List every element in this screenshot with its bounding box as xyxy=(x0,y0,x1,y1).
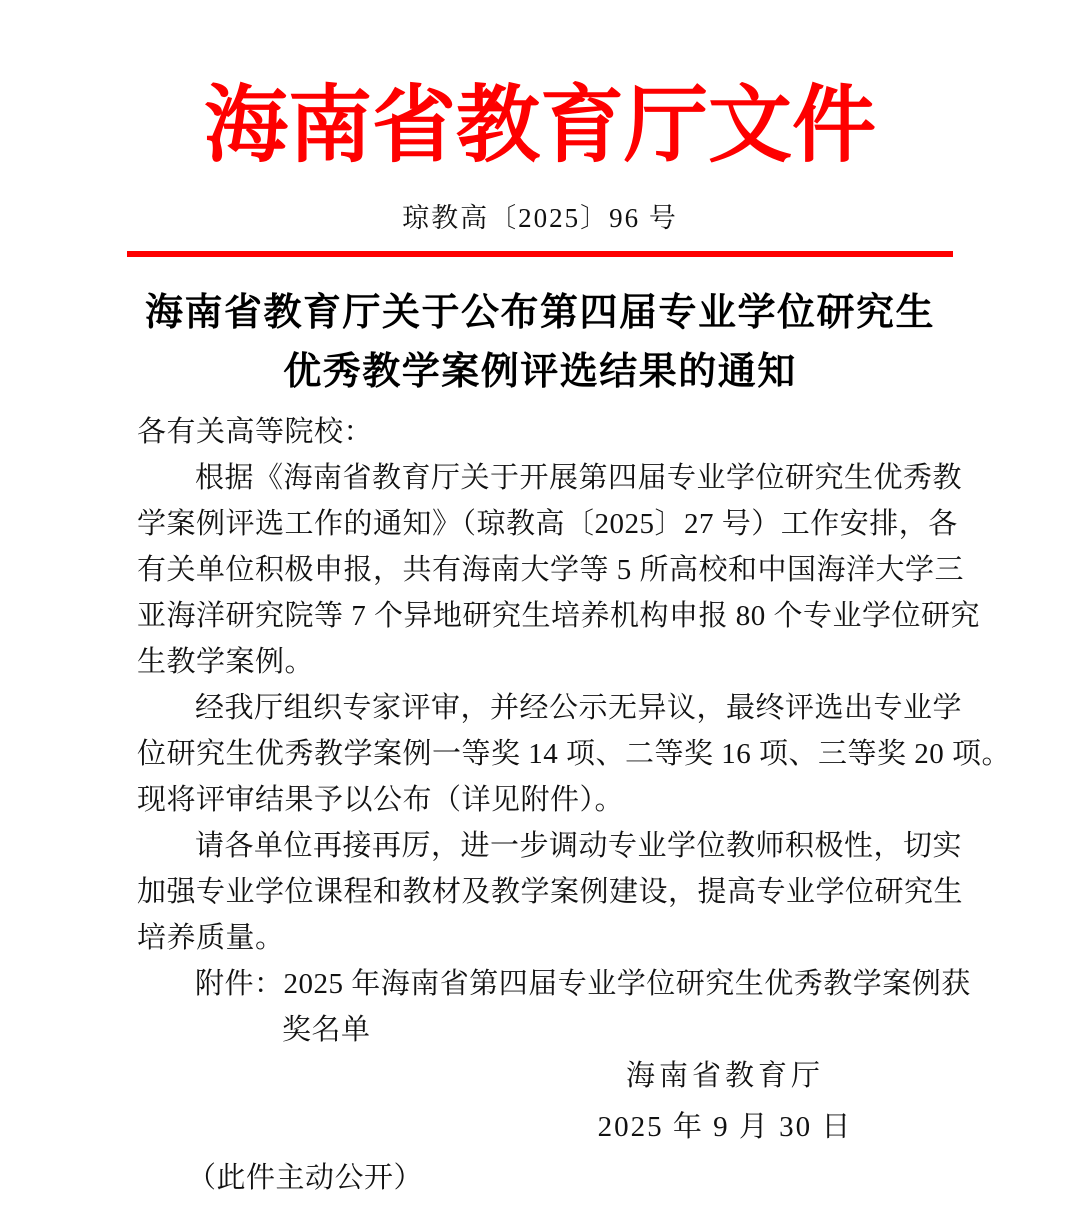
letterhead-red-rule xyxy=(127,251,953,257)
body-line: 有关单位积极申报，共有海南大学等 5 所高校和中国海洋大学三 xyxy=(137,554,965,586)
disclosure-note: （此件主动公开） xyxy=(187,1162,424,1194)
document-title-line2: 优秀教学案例评选结果的通知 xyxy=(283,351,797,393)
body-line: 请各单位再接再厉，进一步调动专业学位教师积极性，切实 xyxy=(195,830,963,862)
body-line: 亚海洋研究院等 7 个异地研究生培养机构申报 80 个专业学位研究 xyxy=(137,600,981,632)
document-title-line1: 海南省教育厅关于公布第四届专业学位研究生 xyxy=(144,292,935,334)
salutation: 各有关高等院校： xyxy=(137,416,374,448)
signature-date: 2025 年 9 月 30 日 xyxy=(597,1111,853,1143)
signature-org: 海南省教育厅 xyxy=(625,1060,824,1092)
body-line: 加强专业学位课程和教材及教学案例建设，提高专业学位研究生 xyxy=(137,876,964,908)
body-line: 培养质量。 xyxy=(137,922,285,954)
body-line: 经我厅组织专家评审，并经公示无异议，最终评选出专业学 xyxy=(195,692,963,724)
signature-block xyxy=(495,1053,955,1150)
document-title xyxy=(0,284,1080,402)
document-body xyxy=(137,409,1012,1201)
document-number: 琼教高〔2025〕96 号 xyxy=(402,203,678,233)
body-line: 生教学案例。 xyxy=(137,646,315,678)
body-line: 现将评审结果予以公布（详见附件）。 xyxy=(137,784,625,816)
body-line: 学案例评选工作的通知》（琼教高〔2025〕27 号）工作安排，各 xyxy=(137,508,958,540)
letterhead-org-title: 海南省教育厅文件 xyxy=(203,78,876,172)
body-line: 位研究生优秀教学案例一等奖 14 项、二等奖 16 项、三等奖 20 项。 xyxy=(137,738,1012,770)
attachment-line1: 附件：2025 年海南省第四届专业学位研究生优秀教学案例获 xyxy=(195,968,971,1000)
body-line: 根据《海南省教育厅关于开展第四届专业学位研究生优秀教 xyxy=(195,462,963,494)
attachment-line2: 奖名单 xyxy=(282,1014,371,1046)
